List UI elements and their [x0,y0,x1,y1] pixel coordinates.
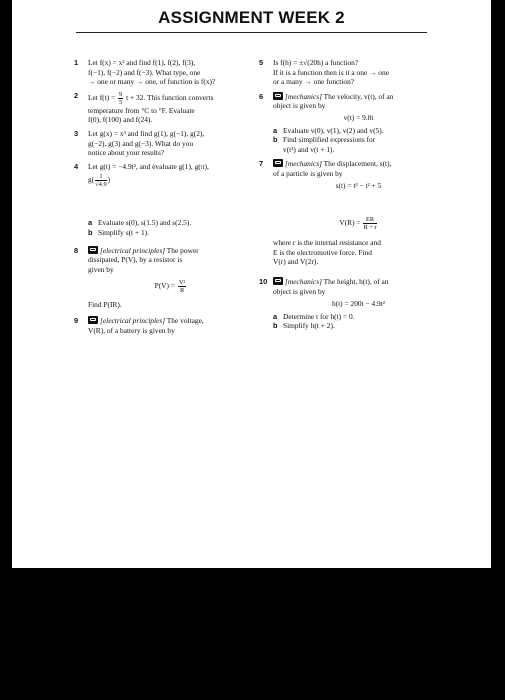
left-column [74,58,254,335]
numerator: 9 [119,90,123,98]
question-text: Let g(x) = x³ and find g(1), g(−1), g(2), [88,128,205,138]
question-text: If it is a function then is it a one → one [273,67,389,77]
question-number: 7 [259,159,264,169]
part-text: Simplify h(t + 2). [283,321,335,331]
fraction [95,173,107,188]
question-text: of a particle is given by [273,168,343,178]
equation-lhs: V(R) = [339,218,361,228]
part-letter: a [273,125,278,135]
question-text: object is given by [273,101,326,111]
question-text: g(−2), g(3) and g(−3). What do you [88,138,194,148]
question-text: f(0), f(100) and f(24). [88,115,153,125]
question-text: notice about your results? [88,148,165,158]
text-fragment: The voltage, [166,315,204,325]
question-10 [259,277,444,331]
question-text [88,173,254,188]
text-fragment: The velocity, v(t), of an [323,91,394,101]
question-text: E is the electromotive force. Find [273,247,372,257]
question-text: or a many → one function? [273,77,355,87]
text-fragment: Let f(t) = [88,92,116,102]
question-text: f(−1), f(−2) and f(−3). What type, one [88,67,201,77]
denominator: √4.9 [95,181,107,189]
question-number: 3 [74,128,79,138]
question-7-parts [74,218,254,237]
question-text: Let f(x) = x² and find f(1), f(2), f(3), [88,58,196,67]
part-text: v(t²) and v(t + 1). [283,144,335,154]
part-text: Determine t for h(t) = 0. [283,311,355,321]
sub-question-a [273,126,444,136]
topic-tag: [mechanics] [285,91,322,101]
question-7 [259,159,444,190]
text-fragment: ) [107,175,111,185]
question-number: 5 [259,58,264,67]
part-text: Evaluate s(0), s(1.5) and s(2.5). [98,218,192,228]
question-text [273,277,444,287]
question-number: 6 [259,91,264,101]
part-text: Find simplified expressions for [283,135,376,145]
question-text [273,159,444,169]
part-text: Evaluate v(0), v(1), v(2) and v(5). [283,125,384,135]
part-letter: b [273,135,278,145]
question-text [273,92,444,102]
mechanics-icon [273,159,283,167]
sub-question-a [273,312,444,322]
question-4 [74,162,254,189]
question-9 [74,316,254,335]
question-text: object is given by [273,286,326,296]
question-number: 2 [74,90,79,100]
question-text: Let g(t) = −4.9t², and evaluate g(1), g(π), [88,161,209,171]
question-text [88,91,254,106]
question-text: given by [88,264,114,274]
part-letter: a [273,311,278,321]
fraction [363,216,376,231]
sub-question-a [88,218,254,228]
equation: v(t) = 9.8t [343,112,374,122]
question-number: 4 [74,161,79,171]
text-fragment: t + 32. This function converts [126,92,214,102]
denominator: R [179,287,185,295]
numerator: ER [363,216,376,224]
denominator: R + r [363,224,377,232]
numerator: 1 [95,173,107,181]
text-fragment: g( [88,175,95,185]
question-text: temperature from °C to °F. Evaluate [88,105,195,115]
part-letter: b [88,227,93,237]
question-text: where r is the internal resistance and [273,238,381,248]
question-number: 10 [259,276,268,286]
title-underline [76,32,427,33]
question-text: dissipated, P(V), by a resistor is [88,255,183,265]
denominator: 5 [119,98,123,106]
question-text [88,316,254,326]
topic-tag: [mechanics] [285,159,322,169]
question-text: Find P(IR). [88,300,122,310]
question-number: 8 [74,245,79,255]
page-title: ASSIGNMENT WEEK 2 [158,8,345,27]
question-text: → one or many → one, of function is f(x)? [88,77,216,87]
text-fragment: The displacement, s(t), [323,159,392,169]
text-fragment: The power [166,245,199,255]
equation [88,279,254,294]
mechanics-icon [273,92,283,100]
right-column [259,58,444,331]
sub-question-b [273,321,444,331]
sub-question-b [273,135,444,145]
part-letter: a [88,218,93,228]
question-8 [74,246,254,310]
electrical-icon [88,246,98,254]
mechanics-icon [273,277,283,285]
question-number: 1 [74,58,79,67]
question-6 [259,92,444,155]
fraction [118,91,123,106]
question-5 [259,58,444,87]
question-2 [74,91,254,125]
text-fragment: The height, h(t), of an [323,276,389,286]
fraction [178,279,187,294]
part-letter: b [273,321,278,331]
topic-tag: [electrical principles] [100,245,166,255]
equation: h(t) = 200t − 4.9t² [331,299,386,309]
question-text: Is f(h) = ±√(20h) a function? [273,58,359,67]
worksheet-page [12,0,491,568]
electrical-icon [88,316,98,324]
topic-tag: [mechanics] [285,276,322,286]
numerator: V² [178,279,186,287]
topic-tag: [electrical principles] [100,315,166,325]
question-text: V(R), of a battery is given by [88,325,175,335]
sub-question-b [88,228,254,238]
question-text: V(r) and V(2r). [273,257,319,267]
question-1 [74,58,254,87]
equation [273,216,444,231]
question-3 [74,129,254,158]
question-number: 9 [74,315,79,325]
question-9-continued [259,216,444,267]
sub-question-b-continued [273,145,444,155]
equation-lhs: P(V) = [154,281,175,291]
part-text: Simplify s(t + 1). [98,227,149,237]
question-text [88,246,254,256]
equation: s(t) = t³ − t² + 5 [335,180,382,190]
